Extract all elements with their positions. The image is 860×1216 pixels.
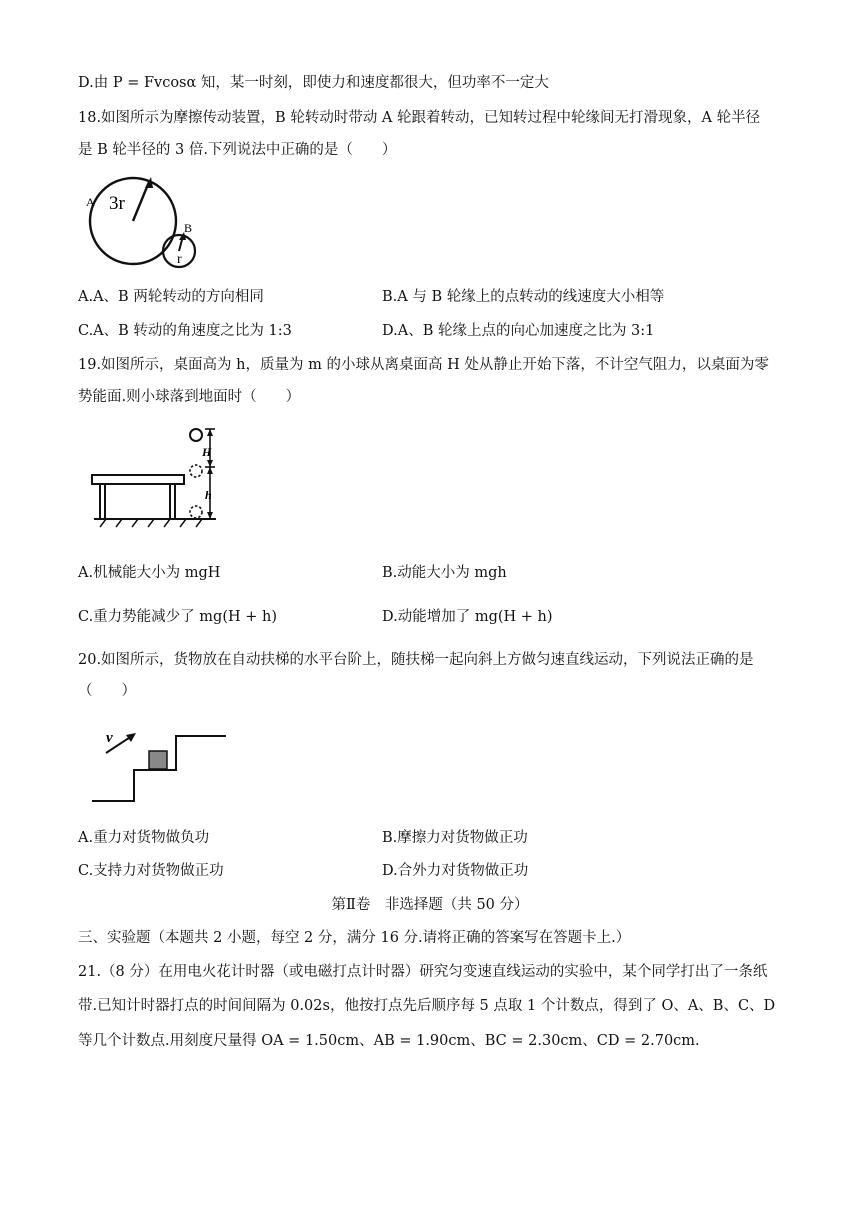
upper-height-label: H (202, 445, 212, 459)
wheel-a-label: A (86, 195, 95, 209)
q20-option-d: D.合外力对货物做正功 (382, 863, 529, 879)
q18-stem-line2: 是 B 轮半径的 3 倍.下列说法中正确的是（ ） (78, 142, 397, 158)
q19-stem-line2: 势能面.则小球落到地面时（ ） (78, 389, 301, 405)
lower-height-label: h (205, 488, 212, 502)
escalator-cargo-figure (92, 724, 232, 806)
friction-wheels-figure (80, 176, 230, 276)
q18-option-a: A.A、B 两轮转动的方向相同 (78, 289, 264, 305)
table-top (92, 475, 184, 484)
q20-option-a: A.重力对货物做负功 (78, 830, 210, 846)
q20-stem-line2: （ ） (78, 683, 136, 699)
q21-line1: 21.（8 分）在用电火花计时器（或电磁打点计时器）研究匀变速直线运动的实验中，某个同学打出了一条纸 (78, 964, 768, 980)
q17-option-d: D.由 P = Fvcosα 知，某一时刻，即使力和速度都很大，但功率不一定大 (78, 75, 549, 91)
q21-line3: 等几个计数点.用刻度尺量得 OA = 1.50cm、AB = 1.90cm、BC = 2.30cm、CD = 2.70cm. (78, 1033, 700, 1049)
part-3-heading: 三、实验题（本题共 2 小题，每空 2 分，满分 16 分.请将正确的答案写在答题卡上.） (78, 930, 631, 946)
q19-option-d: D.动能增加了 mg(H + h) (382, 609, 553, 625)
q20-stem-line1: 20.如图所示，货物放在自动扶梯的水平台阶上，随扶梯一起向斜上方做匀速直线运动，下列说法正确的是 (78, 652, 754, 668)
wheel-a-radius-label: 3r (109, 193, 125, 214)
q18-stem-line1: 18.如图所示为摩擦传动装置，B 轮转动时带动 A 轮跟着转动，已知转过程中轮缘间无打滑现象，A 轮半径 (78, 110, 761, 126)
q18-option-d: D.A、B 轮缘上点的向心加速度之比为 3:1 (382, 323, 655, 339)
q19-stem-line1: 19.如图所示，桌面高为 h，质量为 m 的小球从离桌面高 H 处从静止开始下落，不计空气阻力，以桌面为零 (78, 357, 769, 373)
falling-ball-table-figure (88, 423, 238, 533)
q19-option-a: A.机械能大小为 mgH (78, 565, 221, 581)
ball-start (190, 429, 202, 441)
q19-option-c: C.重力势能减少了 mg(H + h) (78, 609, 277, 625)
q18-option-c: C.A、B 转动的角速度之比为 1:3 (78, 323, 292, 339)
velocity-label: v (106, 730, 113, 746)
wheel-b-label: B (184, 221, 193, 235)
cargo-box (149, 751, 167, 769)
section-2-title: 第Ⅱ卷 非选择题（共 50 分） (331, 897, 529, 913)
q21-line2: 带.已知计时器打点的时间间隔为 0.02s，他按打点先后顺序每 5 点取 1 个计数点，得到了 O、A、B、C、D (78, 998, 776, 1014)
q20-option-c: C.支持力对货物做正功 (78, 863, 224, 879)
q19-option-b: B.动能大小为 mgh (382, 565, 507, 581)
q20-option-b: B.摩擦力对货物做正功 (382, 830, 528, 846)
wheel-b-radius-label: r (177, 252, 182, 267)
q18-option-b: B.A 与 B 轮缘上的点转动的线速度大小相等 (382, 289, 665, 305)
